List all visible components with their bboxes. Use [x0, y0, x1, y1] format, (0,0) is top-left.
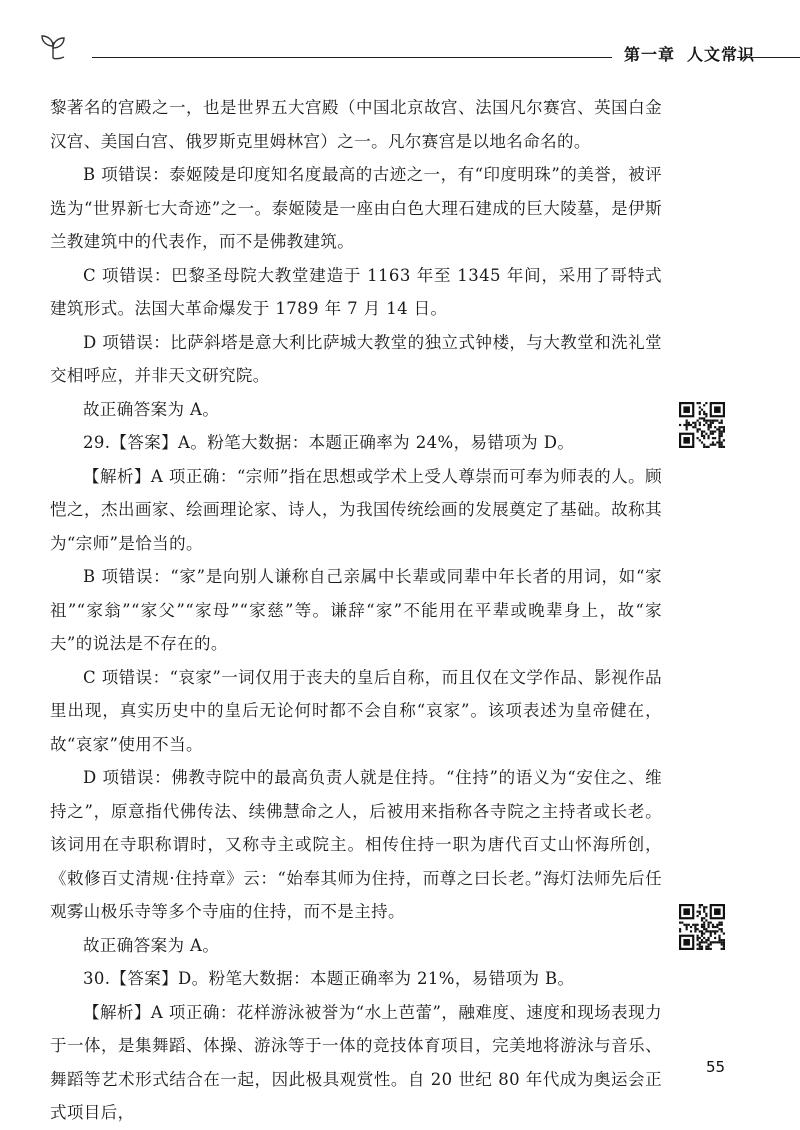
q29-analysis-b: B 项错误：“家”是向别人谦称自己亲属中长辈或同辈中年长者的用词，如“家祖”“家翁”“家父”“家母”“家慈”等。谦辞“家”不能用在平辈或晚辈身上，故“家夫”的说法是不存在的。 [50, 567, 662, 653]
chapter-label: 第一章 [624, 45, 676, 64]
section-title: 人文常识 [687, 45, 756, 64]
paragraph-option-c: C 项错误：巴黎圣母院大教堂建造于 1163 年至 1345 年间，采用了哥特式建筑形式。法国大革命爆发于 1789 年 7 月 14 日。 [50, 265, 662, 318]
q29-analysis-d: D 项错误：佛教寺院中的最高负责人就是住持。“住持”的语义为“安住之、维持之”，原意指代佛传法、续佛慧命之人，后被用来指称各寺院之主持者或长老。该词用在寺职称谓时，又称寺主或院主。相传住持一职为唐代百丈山怀海所创，《敕修百丈清规·住持章》云：“始奉其师为住持，而尊之曰长老。”海灯法师先后任观雾山极乐寺等多个寺庙的住持，而不是主持。 [50, 768, 662, 921]
page-body [50, 91, 662, 1130]
qr-code-icon[interactable] [679, 402, 725, 448]
paragraph-option-d: D 项错误：比萨斜塔是意大利比萨城大教堂的独立式钟楼，与大教堂和洗礼堂交相呼应，并非天文研究院。 [50, 332, 662, 385]
header-rule-tail [737, 57, 800, 58]
header-rule [92, 57, 612, 58]
q30-analysis-a: 【解析】A 项正确：花样游泳被誉为“水上芭蕾”，融难度、速度和现场表现力于一体，是集舞蹈、体操、游泳等于一体的竞技体育项目，完美地将游泳与音乐、舞蹈等艺术形式结合在一起，因此极具观赏性。自 20 世纪 80 年代成为奥运会正式项目后， [50, 1002, 662, 1122]
page-number: 55 [706, 1058, 726, 1076]
page-header [30, 30, 800, 66]
paragraph-continuation: 黎著名的宫殿之一，也是世界五大宫殿（中国北京故宫、法国凡尔赛宫、英国白金汉宫、美国白宫、俄罗斯克里姆林宫）之一。凡尔赛宫是以地名命名的。 [50, 98, 662, 151]
paragraph-conclusion: 故正确答案为 A。 [83, 399, 220, 419]
q29-conclusion: 故正确答案为 A。 [83, 935, 220, 955]
leaf-icon [38, 32, 68, 66]
q29-answer: 29.【答案】A。粉笔大数据：本题正确率为 24%，易错项为 D。 [83, 433, 575, 452]
q29-analysis-a: 【解析】A 项正确：“宗师”指在思想或学术上受人尊崇而可奉为师表的人。顾恺之，杰出画家、绘画理论家、诗人，为我国传统绘画的发展奠定了基础。故称其为“宗师”是恰当的。 [50, 466, 662, 553]
q30-answer: 30.【答案】D。粉笔大数据：本题正确率为 21%，易错项为 B。 [83, 969, 575, 988]
qr-code-icon[interactable] [679, 904, 725, 950]
paragraph-option-b: B 项错误：泰姬陵是印度知名度最高的古迹之一，有“印度明珠”的美誉，被评选为“世界新七大奇迹”之一。泰姬陵是一座由白色大理石建成的巨大陵墓，是伊斯兰教建筑中的代表作，而不是佛教建筑。 [50, 165, 662, 251]
q29-analysis-c: C 项错误：“哀家”一词仅用于丧夫的皇后自称，而且仅在文学作品、影视作品里出现，真实历史中的皇后无论何时都不会自称“哀家”。该项表述为皇帝健在，故“哀家”使用不当。 [50, 667, 662, 754]
